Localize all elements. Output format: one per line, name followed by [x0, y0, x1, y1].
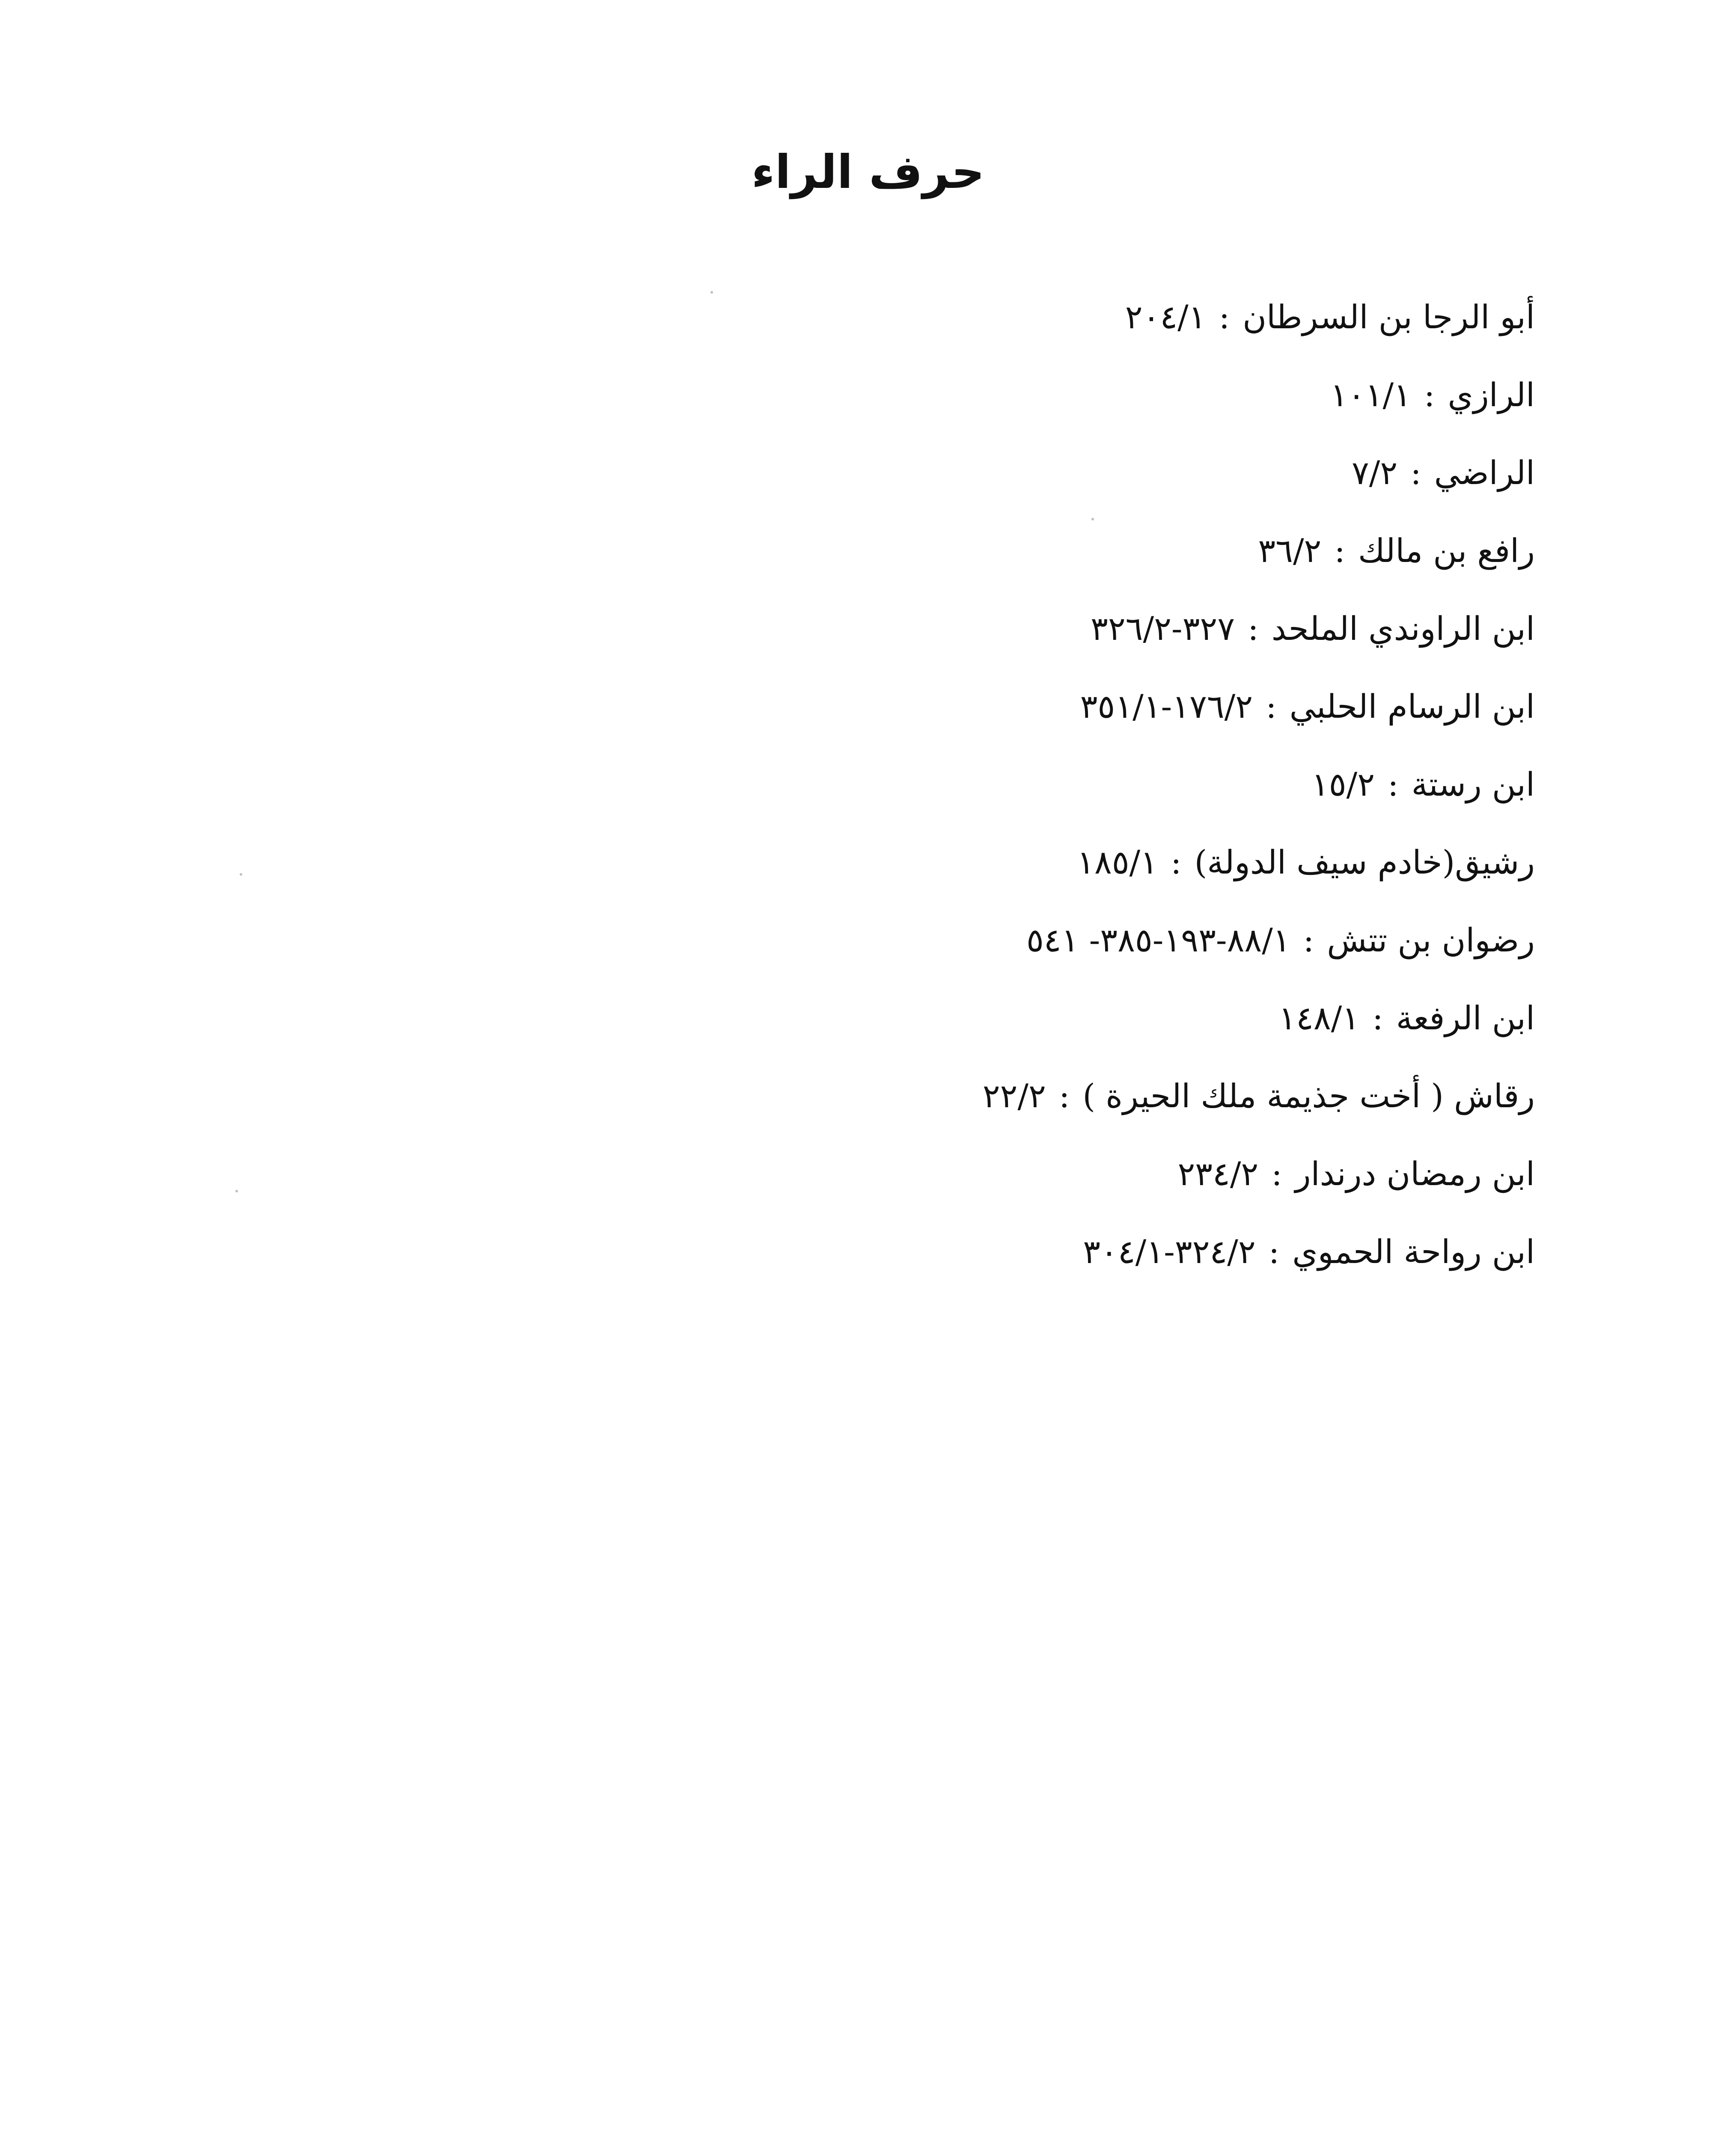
index-entry: ابن رواحة الحموي:٣٢٤/٢-٣٠٤/١	[1083, 1233, 1535, 1271]
entry-name: ابن رواحة الحموي	[1292, 1233, 1535, 1271]
index-entry: ابن الرسام الحلبي:١٧٦/٢-٣٥١/١	[1080, 687, 1535, 725]
entry-refs: ٢٢/٢	[982, 1077, 1046, 1115]
entry-name: ابن رمضان درندار	[1295, 1155, 1535, 1193]
entry-refs: ١٧٦/٢-٣٥١/١	[1080, 687, 1253, 725]
entry-refs: ٣٦/٢	[1258, 532, 1322, 570]
entry-refs: ٢٠٤/١	[1125, 298, 1206, 336]
index-entry: ابن الراوندي الملحد:٣٢٧-٣٢٦/٢	[1091, 609, 1535, 648]
section-title: حرف الراء	[751, 146, 985, 199]
scan-speck	[235, 1190, 238, 1192]
index-entry: الراضي:٧/٢	[1351, 454, 1535, 492]
entry-refs: ١٨٥/١	[1077, 843, 1158, 881]
entry-name: ابن رستة	[1411, 765, 1535, 803]
entry-refs: ٣٢٤/٢-٣٠٤/١	[1083, 1233, 1256, 1271]
scan-speck	[1091, 518, 1094, 520]
index-entry: ابن رمضان درندار:٢٣٤/٢	[1177, 1155, 1535, 1193]
entry-name: رشيق(خادم سيف الدولة)	[1194, 843, 1535, 881]
entry-name: ابن الرسام الحلبي	[1289, 687, 1535, 725]
entry-refs: ١٤٨/١	[1278, 999, 1360, 1037]
entry-refs: ١٥/٢	[1311, 765, 1375, 803]
entry-refs: ٧/٢	[1351, 454, 1398, 492]
entry-name: الراضي	[1434, 454, 1535, 492]
index-entry: رافع بن مالك:٣٦/٢	[1258, 532, 1535, 570]
entry-name: ابن الراوندي الملحد	[1271, 609, 1535, 648]
scan-speck	[710, 291, 713, 294]
index-entry: أبو الرجا بن السرطان:٢٠٤/١	[1125, 298, 1535, 336]
index-entry: ابن الرفعة:١٤٨/١	[1278, 999, 1535, 1037]
entry-refs: ٢٣٤/٢	[1177, 1155, 1259, 1193]
index-entry: رشيق(خادم سيف الدولة):١٨٥/١	[1077, 843, 1535, 881]
index-entry: رقاش ( أخت جذيمة ملك الحيرة ):٢٢/٢	[982, 1077, 1535, 1115]
index-entry: الرازي:١٠١/١	[1330, 376, 1535, 414]
entry-name: ابن الرفعة	[1396, 999, 1535, 1037]
entry-name: رقاش ( أخت جذيمة ملك الحيرة )	[1082, 1077, 1535, 1115]
entry-name: الرازي	[1448, 376, 1535, 414]
entry-name: رضوان بن تتش	[1327, 921, 1535, 959]
entry-refs: ٨٨/١-١٩٣-٣٨٥- ٥٤١	[1026, 921, 1290, 959]
index-entries-list	[807, 278, 1535, 1291]
entry-refs: ٣٢٧-٣٢٦/٢	[1091, 609, 1235, 648]
index-entry: رضوان بن تتش:٨٨/١-١٩٣-٣٨٥- ٥٤١	[1026, 921, 1535, 959]
index-entry: ابن رستة:١٥/٢	[1311, 765, 1535, 803]
scan-speck	[240, 873, 242, 876]
entry-name: رافع بن مالك	[1358, 532, 1535, 570]
entry-name: أبو الرجا بن السرطان	[1243, 298, 1535, 336]
entry-refs: ١٠١/١	[1330, 376, 1411, 414]
